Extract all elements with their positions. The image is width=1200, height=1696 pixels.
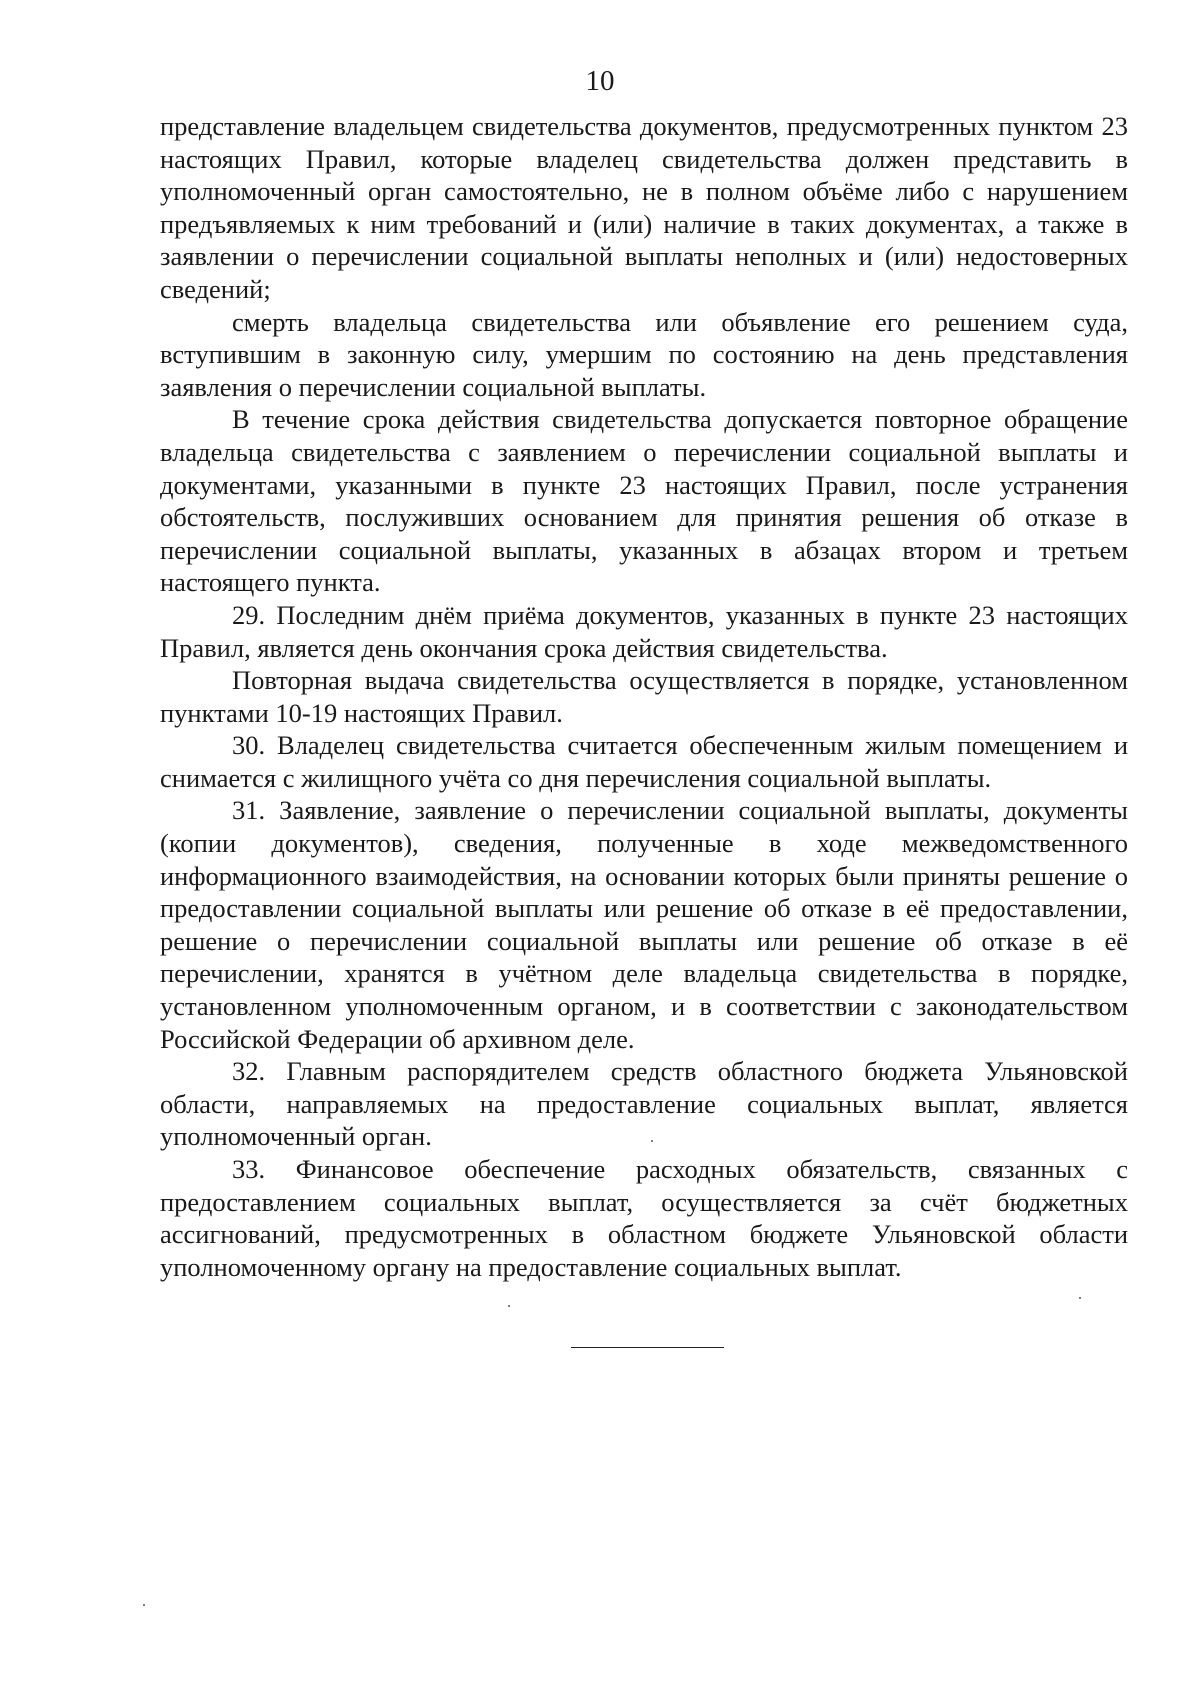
paragraph-repeat-application: В течение срока действия свидетельства допускается повторное обращение владельца свидетельства с заявлением о перечислении социальной выплаты и документами, указанными в пункте 23 настоящих Правил, после устранения обстоятельств, послуживших основанием для принятия решения об отказе в перечислении социальной выплаты, указанных в абзацах втором и третьем настоящего пункта.	[160, 404, 1128, 598]
paragraph-clause-33: 33. Финансовое обеспечение расходных обязательств, связанных с предоставлением социальных выплат, осуществляется за счёт бюджетных ассигнований, предусмотренных в областном бюджете Ульяновской области уполномоченному органу на предоставление социальных выплат.	[160, 1154, 1128, 1282]
scan-speck	[508, 1305, 510, 1307]
scan-speck	[651, 1140, 653, 1142]
paragraph-clause-32: 32. Главным распорядителем средств областного бюджета Ульяновской области, направляемых на предоставление социальных выплат, является уполномоченный орган.	[160, 1056, 1128, 1152]
paragraph-continuation: представление владельцем свидетельства документов, предусмотренных пунктом 23 настоящих Правил, которые владелец свидетельства должен представить в уполномоченный орган самостоятельно, не в полном объёме либо с нарушением предъявляемых к ним требований и (или) наличие в таких документах, а также в заявлении о перечислении социальной выплаты неполных и (или) недостоверных сведений;	[160, 111, 1128, 304]
document-body	[160, 110, 1128, 1283]
paragraph-clause-29: 29. Последним днём приёма документов, указанных в пункте 23 настоящих Правил, является день окончания срока действия свидетельства.	[160, 599, 1128, 663]
page-number: 10	[585, 65, 615, 97]
end-of-document-rule	[571, 1347, 724, 1348]
paragraph-death-of-holder: смерть владельца свидетельства или объявление его решением суда, вступившим в законную силу, умершим по состоянию на день представления заявления о перечислении социальной выплаты.	[160, 306, 1128, 402]
scan-speck	[143, 1604, 145, 1606]
scan-speck	[1079, 1297, 1081, 1299]
paragraph-repeat-issue: Повторная выдача свидетельства осуществляется в порядке, установленном пунктами 10-19 настоящих Правил.	[160, 665, 1128, 728]
paragraph-clause-30: 30. Владелец свидетельства считается обеспеченным жилым помещением и снимается с жилищного учёта со дня перечисления социальной выплаты.	[160, 730, 1128, 793]
paragraph-clause-31: 31. Заявление, заявление о перечислении социальной выплаты, документы (копии документов), сведения, полученные в ходе межведомственного информационного взаимодействия, на основании которых были приняты решение о предоставлении социальной выплаты или решение об отказе в её предоставлении, решение о перечислении социальной выплаты или решение об отказе в её перечислении, хранятся в учётном деле владельца свидетельства в порядке, установленном уполномоченным органом, и в соответствии с законодательством Российской Федерации об архивном деле.	[160, 795, 1128, 1054]
